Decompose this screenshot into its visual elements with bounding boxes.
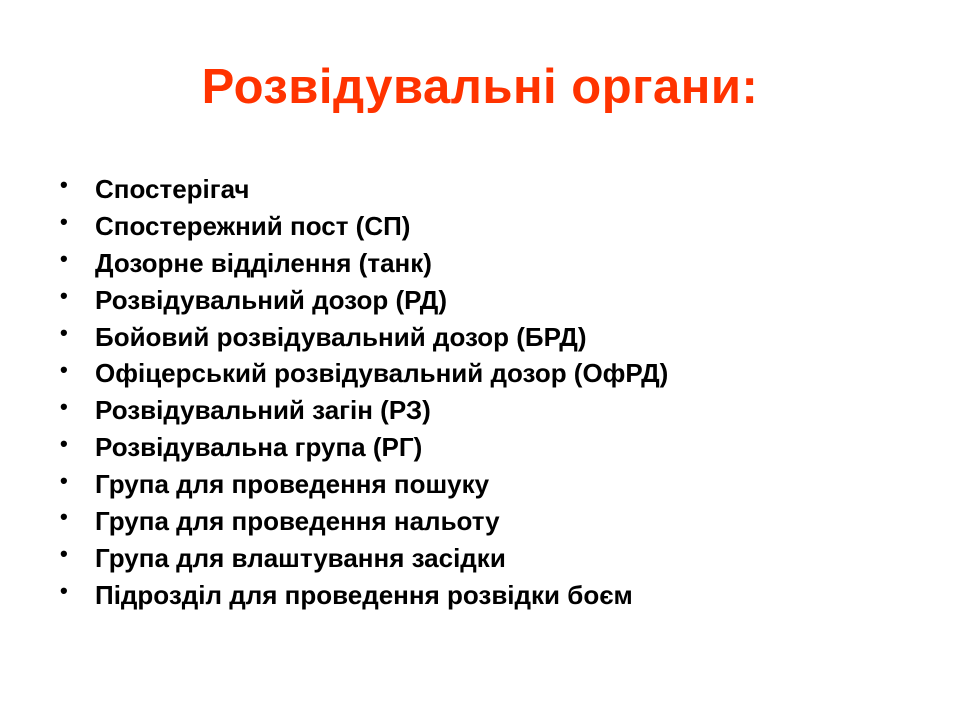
- list-item: [60, 392, 668, 429]
- list-item-text: Група для проведення пошуку: [95, 469, 490, 500]
- list-item: [60, 245, 668, 282]
- slide-title: Розвідувальні органи:: [201, 60, 759, 114]
- bullet-icon: •: [60, 393, 68, 419]
- list-item: [60, 577, 668, 614]
- list-item: [60, 429, 668, 466]
- list-item: [60, 355, 668, 392]
- bullet-icon: •: [60, 504, 68, 530]
- bullet-list: [60, 171, 668, 614]
- bullet-icon: •: [60, 356, 68, 382]
- list-item: [60, 282, 668, 319]
- list-item: [60, 208, 668, 245]
- list-item: [60, 319, 668, 356]
- list-item-text: Група для проведення нальоту: [95, 505, 500, 536]
- bullet-icon: •: [60, 541, 68, 567]
- list-item: [60, 503, 668, 540]
- list-item-text: Дозорне відділення (танк): [95, 247, 432, 278]
- list-item-text: Розвідувальний дозор (РД): [95, 284, 447, 315]
- list-item-text: Спостережний пост (СП): [95, 210, 411, 241]
- list-item-text: Розвідувальна група (РГ): [95, 432, 423, 463]
- bullet-icon: •: [60, 283, 68, 309]
- list-item-text: Група для влаштування засідки: [95, 542, 506, 573]
- list-item: [60, 540, 668, 577]
- bullet-icon: •: [60, 430, 68, 456]
- list-item: [60, 466, 668, 503]
- bullet-icon: •: [60, 578, 68, 604]
- bullet-icon: •: [60, 209, 68, 235]
- bullet-icon: •: [60, 320, 68, 345]
- bullet-icon: •: [60, 172, 68, 198]
- list-item-text: Спостерігач: [95, 173, 250, 204]
- bullet-icon: •: [60, 246, 68, 272]
- list-item-text: Бойовий розвідувальний дозор (БРД): [95, 321, 587, 352]
- list-item-text: Підрозділ для проведення розвідки боєм: [95, 579, 633, 610]
- list-item-text: Офіцерський розвідувальний дозор (ОфРД): [95, 358, 669, 389]
- bullet-icon: •: [60, 467, 68, 493]
- list-item: [60, 171, 668, 208]
- list-item-text: Розвідувальний загін (РЗ): [95, 395, 431, 426]
